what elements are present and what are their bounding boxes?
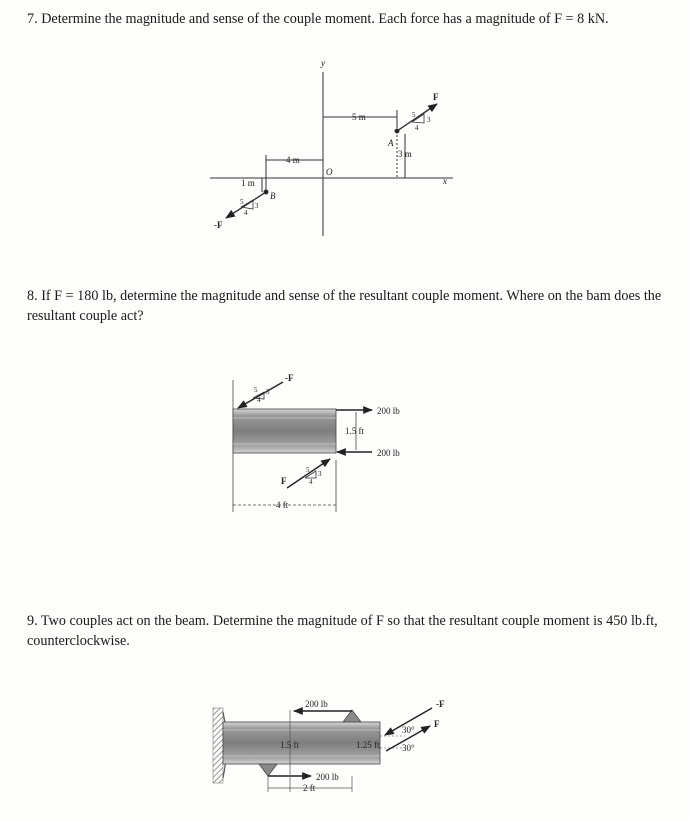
figure-7-labels <box>214 58 447 230</box>
force-neg-f-label: -F <box>436 699 445 709</box>
dim-1m-label: 1 m <box>241 178 255 188</box>
tri-4-bottom: 4 <box>244 209 248 217</box>
dim-3m-label: 3 m <box>398 149 412 159</box>
tri-5-top: 5 <box>412 111 416 119</box>
force-neg-f-label: -F <box>285 373 294 383</box>
tri-3-bottom: 3 <box>318 470 322 478</box>
load-bottom-label: 200 lb <box>316 772 339 782</box>
beam-8 <box>233 409 336 453</box>
origin-label: O <box>326 167 333 177</box>
tri-3-bottom: 3 <box>255 202 259 210</box>
problem-8-text: 8. If F = 180 lb, determine the magnitude and sense of the resultant couple moment. Where on the bam does the resultant couple act? <box>27 288 662 324</box>
angle-top-label: 30° <box>402 725 415 735</box>
point-a-label: A <box>388 138 394 148</box>
tri-3-top: 3 <box>266 388 270 396</box>
tri-4-bottom: 4 <box>309 478 313 486</box>
dim-15-label: 1.5 ft <box>280 740 299 750</box>
point-b-dot <box>264 190 268 194</box>
dim-4m-label: 4 m <box>286 155 300 165</box>
figure-8 <box>233 380 372 512</box>
point-b-label: B <box>270 191 276 201</box>
force-neg-f-label: -F <box>214 220 223 230</box>
load-top-label: 200 lb <box>305 699 328 709</box>
dim-height-label: 1.5 ft <box>345 426 364 436</box>
tri-4-top: 4 <box>257 396 261 404</box>
dim-125-label: 1.25 ft <box>356 740 380 750</box>
dim-2-label: 2 ft <box>303 783 316 793</box>
dim-5m-label: 5 m <box>352 112 366 122</box>
angle-bottom-label: 30° <box>402 743 415 753</box>
problem-9-text: 9. Two couples act on the beam. Determine the magnitude of F so that the resultant couple moment is 450 lb.ft, counterclockwise. <box>27 613 658 649</box>
load-top-label: 200 lb <box>377 406 400 416</box>
force-f-label: F <box>433 92 439 102</box>
tri-4-top: 4 <box>415 124 419 132</box>
force-f-label: F <box>434 719 440 729</box>
force-neg-f-arrow <box>238 382 283 408</box>
dim-length-label: 4 ft <box>276 500 289 510</box>
force-f-label: F <box>281 476 287 486</box>
point-a-dot <box>395 129 399 133</box>
tri-5-bottom: 5 <box>240 198 244 206</box>
wall-support <box>213 708 223 783</box>
tri-5-top: 5 <box>254 386 258 394</box>
load-bottom-label: 200 lb <box>377 448 400 458</box>
tri-5-bottom: 5 <box>306 466 310 474</box>
tri-3-top: 3 <box>427 116 431 124</box>
problem-7-text: 7. Determine the magnitude and sense of the couple moment. Each force has a magnitude of F = 8 kN. <box>27 11 609 27</box>
y-axis-label: y <box>321 58 325 68</box>
x-axis-label: x <box>443 176 447 186</box>
